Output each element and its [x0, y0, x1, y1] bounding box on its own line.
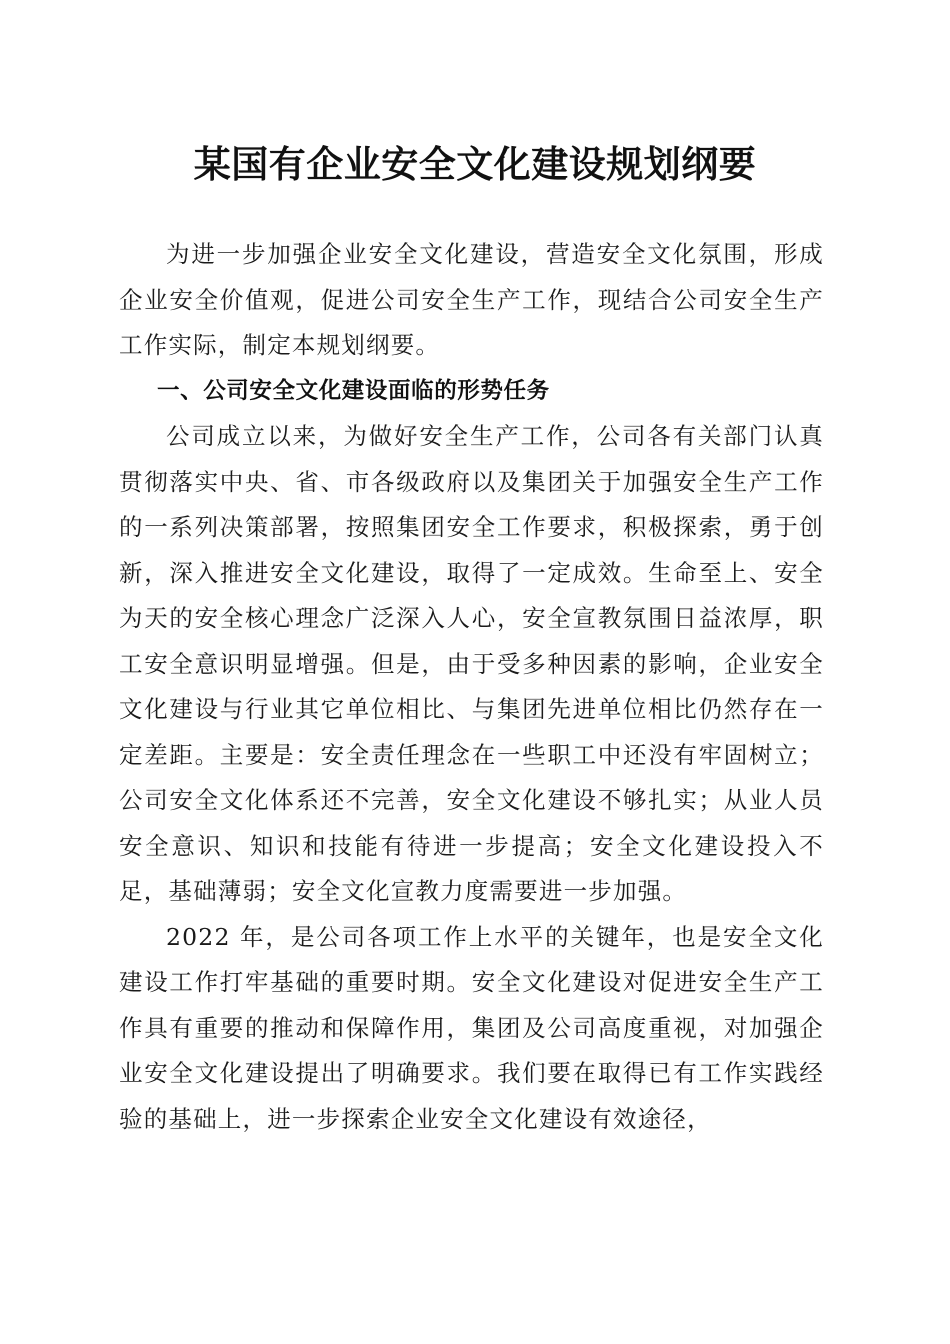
- intro-paragraph: 为进一步加强企业安全文化建设，营造安全文化氛围，形成企业安全价值观，促进公司安全生产工作，现结合公司安全生产工作实际，制定本规划纲要。: [119, 240, 824, 359]
- section-heading-1: 一、公司安全文化建设面临的形势任务: [157, 377, 550, 404]
- situation-paragraph: 公司成立以来，为做好安全生产工作，公司各有关部门认真贯彻落实中央、省、市各级政府以及集团关于加强安全生产工作的一系列决策部署，按照集团安全工作要求，积极探索，勇于创新，深入推进安全文化建设，取得了一定成效。生命至上、安全为天的安全核心理念广泛深入人心，安全宣教氛围日益浓厚，职工安全意识明显增强。但是，由于受多种因素的影响，企业安全文化建设与行业其它单位相比、与集团先进单位相比仍然存在一定差距。主要是：安全责任理念在一些职工中还没有牢固树立；公司安全文化体系还不完善，安全文化建设不够扎实；从业人员安全意识、知识和技能有待进一步提高；安全文化建设投入不足，基础薄弱；安全文化宣教力度需要进一步加强。: [119, 422, 824, 905]
- document-title: 某国有企业安全文化建设规划纲要: [193, 142, 757, 186]
- year-2022-paragraph: 2022 年，是公司各项工作上水平的关键年，也是安全文化建设工作打牢基础的重要时期。安全文化建设对促进安全生产工作具有重要的推动和保障作用，集团及公司高度重视，对加强企业安全文化建设提出了明确要求。我们要在取得已有工作实践经验的基础上，进一步探索企业安全文化建设有效途径，: [119, 922, 824, 1133]
- document-body: [119, 232, 824, 1142]
